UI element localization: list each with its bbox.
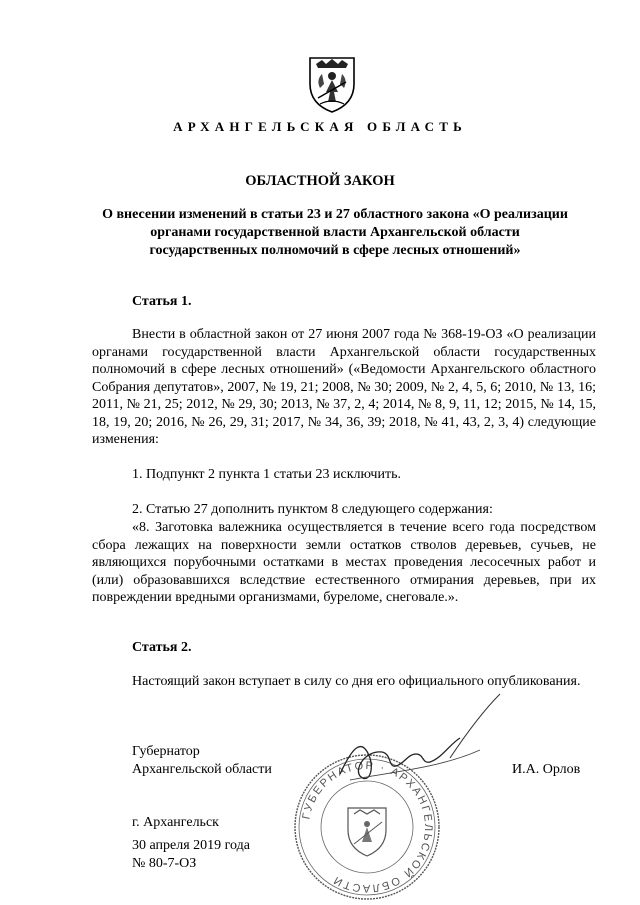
article-1-item-1: 1. Подпункт 2 пункта 1 статьи 23 исключить. xyxy=(132,467,401,482)
article-1-item-2: 2. Статью 27 дополнить пунктом 8 следующего содержания: xyxy=(132,502,493,517)
signing-date: 30 апреля 2019 года xyxy=(132,838,250,853)
document-type: ОБЛАСТНОЙ ЗАКОН xyxy=(245,173,395,189)
article-1-intro: Внести в областной закон от 27 июня 2007 года № 368-19-ОЗ «О реализации органами государственной власти Архангельской области государственных полномочий в сфере лесных отношений» («Ведомости Архангельского областного Собрания депутатов», 2007, № 19, 21; 2008, № 30; 2009, № 2, 4, 5, 6; 2010, № 13, 16; 2011, № 21, 25; 2012, № 29, 30; 2013, № 37, 2, 4; 2014, № 8, 9, 11, 12; 2015, № 14, 15, 18, 19, 20; 2016, № 26, 29, 31; 2017, № 34, 36, 39; 2018, № 41, 43, 2, 3, 4) следующие изменения: xyxy=(92,327,596,447)
place-of-signing: г. Архангельск xyxy=(132,815,219,830)
article-1-quote: «8. Заготовка валежника осуществляется в течение всего года посредством сбора лежащих на поверхности земли остатков стволов деревьев, сучьев, не являющихся порубочными остатками в местах проведения лесосечных работ и (или) образовавшихся вследствие естественного отмирания деревьев, при их повреждении вредными организмами, буреломе, снеговале.». xyxy=(92,520,596,605)
signatory-position-line-1: Губернатор xyxy=(132,744,200,759)
signatory-name: И.А. Орлов xyxy=(512,762,581,777)
article-2-text: Настоящий закон вступает в силу со дня его официального опубликования. xyxy=(132,674,581,689)
region-title: АРХАНГЕЛЬСКАЯ ОБЛАСТЬ xyxy=(173,119,467,134)
article-2-heading: Статья 2. xyxy=(132,640,192,655)
coat-of-arms-icon xyxy=(306,54,358,114)
article-1-heading: Статья 1. xyxy=(132,294,192,309)
law-title: О внесении изменений в статьи 23 и 27 областного закона «О реализации органами государственной власти Архангельской области государственных полномочий в сфере лесных отношений» xyxy=(102,207,568,258)
handwritten-signature xyxy=(330,688,510,798)
signatory-position-line-2: Архангельской области xyxy=(132,762,272,777)
svg-text:ГУБЕРНАТОР · АРХАНГЕЛЬСКОЙ ОБЛ: ГУБЕРНАТОР · АРХАНГЕЛЬСКОЙ ОБЛАСТИ xyxy=(300,759,435,895)
law-number: № 80-7-ОЗ xyxy=(132,856,197,871)
